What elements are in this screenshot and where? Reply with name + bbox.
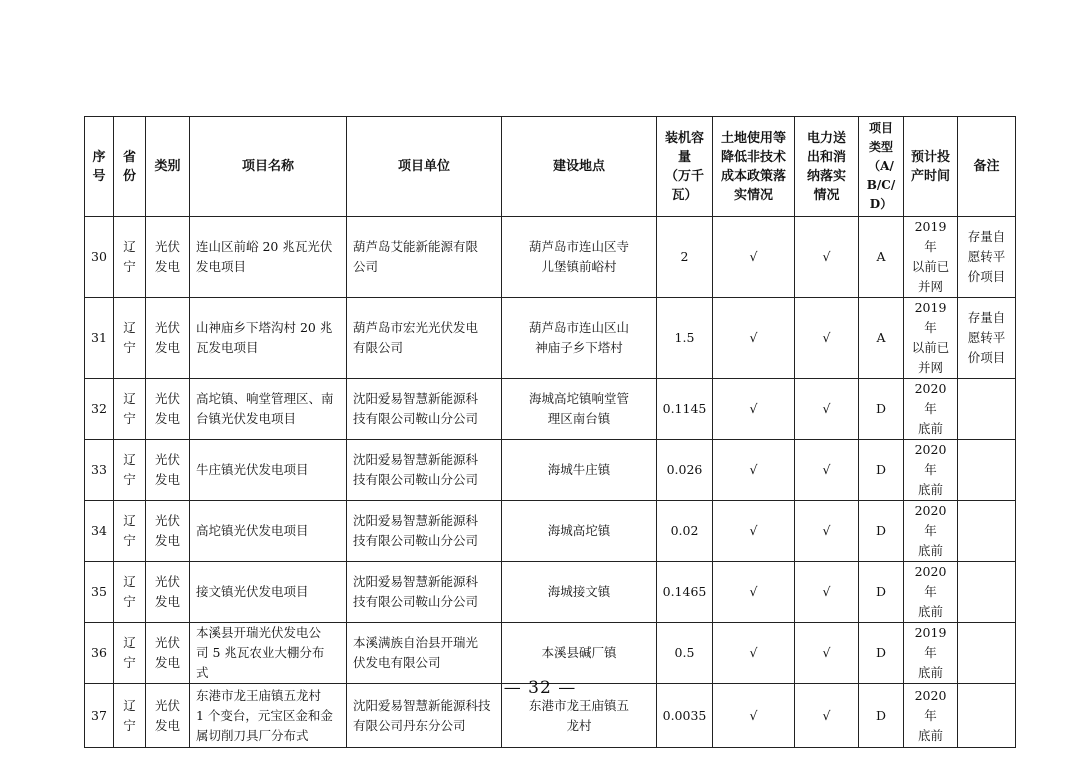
cell-capacity: 2 <box>657 217 713 298</box>
page-number: — 32 — <box>503 678 577 698</box>
cell-project-type: D <box>859 623 904 684</box>
cell-project-type: D <box>859 501 904 562</box>
cell-project-type: A <box>859 217 904 298</box>
cell-category: 光伏 发电 <box>146 623 190 684</box>
cell-province: 辽 宁 <box>114 379 146 440</box>
cell-category: 光伏 发电 <box>146 684 190 748</box>
cell-location: 葫芦岛市连山区寺 儿堡镇前峪村 <box>502 217 657 298</box>
table-row <box>85 440 1016 501</box>
cell-location: 海城高坨镇 <box>502 501 657 562</box>
cell-seq: 32 <box>85 379 114 440</box>
cell-power-delivery: √ <box>795 562 859 623</box>
cell-category: 光伏 发电 <box>146 440 190 501</box>
cell-seq: 35 <box>85 562 114 623</box>
cell-seq: 30 <box>85 217 114 298</box>
cell-land-policy: √ <box>713 217 795 298</box>
cell-project-name: 高坨镇、响堂管理区、南 台镇光伏发电项目 <box>190 379 347 440</box>
cell-power-delivery: √ <box>795 501 859 562</box>
cell-province: 辽 宁 <box>114 562 146 623</box>
cell-power-delivery: √ <box>795 217 859 298</box>
cell-expected-time: 2019 年 以前已 并网 <box>904 217 958 298</box>
cell-project-name: 本溪县开瑞光伏发电公 司 5 兆瓦农业大棚分布 式 <box>190 623 347 684</box>
table-row <box>85 379 1016 440</box>
cell-expected-time: 2019 年 以前已 并网 <box>904 298 958 379</box>
cell-category: 光伏 发电 <box>146 379 190 440</box>
cell-remarks <box>958 501 1016 562</box>
cell-capacity: 0.1145 <box>657 379 713 440</box>
header-row <box>85 117 1016 217</box>
cell-category: 光伏 发电 <box>146 562 190 623</box>
cell-expected-time: 2020 年 底前 <box>904 562 958 623</box>
cell-expected-time: 2020 年 底前 <box>904 501 958 562</box>
cell-project-unit: 本溪满族自治县开瑞光 伏发电有限公司 <box>347 623 502 684</box>
table-row <box>85 298 1016 379</box>
cell-remarks <box>958 562 1016 623</box>
cell-seq: 34 <box>85 501 114 562</box>
header-province: 省 份 <box>114 117 146 217</box>
cell-power-delivery: √ <box>795 379 859 440</box>
cell-expected-time: 2020 年 底前 <box>904 440 958 501</box>
cell-capacity: 0.1465 <box>657 562 713 623</box>
cell-seq: 36 <box>85 623 114 684</box>
cell-power-delivery: √ <box>795 298 859 379</box>
cell-project-type: D <box>859 562 904 623</box>
cell-project-unit: 沈阳爱易智慧新能源科 技有限公司鞍山分公司 <box>347 440 502 501</box>
cell-project-type: A <box>859 298 904 379</box>
cell-expected-time: 2020 年 底前 <box>904 684 958 748</box>
header-land-policy: 土地使用等 降低非技术 成本政策落 实情况 <box>713 117 795 217</box>
cell-power-delivery: √ <box>795 684 859 748</box>
cell-capacity: 0.0035 <box>657 684 713 748</box>
cell-project-unit: 葫芦岛艾能新能源有限 公司 <box>347 217 502 298</box>
cell-capacity: 0.5 <box>657 623 713 684</box>
cell-province: 辽 宁 <box>114 501 146 562</box>
cell-land-policy: √ <box>713 562 795 623</box>
header-project-unit: 项目单位 <box>347 117 502 217</box>
cell-project-name: 东港市龙王庙镇五龙村 1 个变台，元宝区金和金 属切削刀具厂分布式 <box>190 684 347 748</box>
table-row <box>85 623 1016 684</box>
cell-project-unit: 沈阳爱易智慧新能源科 技有限公司鞍山分公司 <box>347 379 502 440</box>
cell-project-name: 高坨镇光伏发电项目 <box>190 501 347 562</box>
cell-expected-time: 2019 年 底前 <box>904 623 958 684</box>
cell-location: 葫芦岛市连山区山 神庙子乡下塔村 <box>502 298 657 379</box>
cell-expected-time: 2020 年 底前 <box>904 379 958 440</box>
cell-power-delivery: √ <box>795 440 859 501</box>
cell-location: 海城牛庄镇 <box>502 440 657 501</box>
cell-location: 本溪县碱厂镇 <box>502 623 657 684</box>
cell-land-policy: √ <box>713 440 795 501</box>
cell-land-policy: √ <box>713 379 795 440</box>
cell-land-policy: √ <box>713 623 795 684</box>
cell-project-name: 接文镇光伏发电项目 <box>190 562 347 623</box>
header-capacity: 装机容 量 （万千 瓦） <box>657 117 713 217</box>
cell-seq: 37 <box>85 684 114 748</box>
cell-land-policy: √ <box>713 501 795 562</box>
header-seq: 序 号 <box>85 117 114 217</box>
table-row <box>85 217 1016 298</box>
cell-remarks <box>958 440 1016 501</box>
header-power-delivery: 电力送 出和消 纳落实 情况 <box>795 117 859 217</box>
cell-project-type: D <box>859 440 904 501</box>
cell-land-policy: √ <box>713 684 795 748</box>
cell-seq: 31 <box>85 298 114 379</box>
cell-category: 光伏 发电 <box>146 217 190 298</box>
project-table <box>84 116 1016 748</box>
cell-remarks: 存量自 愿转平 价项目 <box>958 217 1016 298</box>
cell-project-unit: 沈阳爱易智慧新能源科 技有限公司鞍山分公司 <box>347 501 502 562</box>
cell-project-unit: 沈阳爱易智慧新能源科技 有限公司丹东分公司 <box>347 684 502 748</box>
cell-province: 辽 宁 <box>114 684 146 748</box>
cell-province: 辽 宁 <box>114 298 146 379</box>
cell-remarks: 存量自 愿转平 价项目 <box>958 298 1016 379</box>
cell-category: 光伏 发电 <box>146 298 190 379</box>
cell-location: 海城高坨镇响堂管 理区南台镇 <box>502 379 657 440</box>
header-location: 建设地点 <box>502 117 657 217</box>
cell-project-unit: 葫芦岛市宏光光伏发电 有限公司 <box>347 298 502 379</box>
table-row <box>85 562 1016 623</box>
cell-project-unit: 沈阳爱易智慧新能源科 技有限公司鞍山分公司 <box>347 562 502 623</box>
header-expected-time: 预计投 产时间 <box>904 117 958 217</box>
header-project-type: 项目 类型 （A/ B/C/ D） <box>859 117 904 217</box>
cell-capacity: 1.5 <box>657 298 713 379</box>
cell-location: 东港市龙王庙镇五 龙村 <box>502 684 657 748</box>
table-row <box>85 501 1016 562</box>
cell-capacity: 0.026 <box>657 440 713 501</box>
cell-power-delivery: √ <box>795 623 859 684</box>
cell-seq: 33 <box>85 440 114 501</box>
cell-project-type: D <box>859 684 904 748</box>
cell-project-name: 山神庙乡下塔沟村 20 兆 瓦发电项目 <box>190 298 347 379</box>
cell-category: 光伏 发电 <box>146 501 190 562</box>
cell-location: 海城接文镇 <box>502 562 657 623</box>
cell-remarks <box>958 623 1016 684</box>
header-category: 类别 <box>146 117 190 217</box>
cell-remarks <box>958 379 1016 440</box>
cell-capacity: 0.02 <box>657 501 713 562</box>
cell-project-name: 连山区前峪 20 兆瓦光伏 发电项目 <box>190 217 347 298</box>
header-remarks: 备注 <box>958 117 1016 217</box>
cell-province: 辽 宁 <box>114 440 146 501</box>
cell-province: 辽 宁 <box>114 623 146 684</box>
cell-project-type: D <box>859 379 904 440</box>
cell-land-policy: √ <box>713 298 795 379</box>
cell-province: 辽 宁 <box>114 217 146 298</box>
header-project-name: 项目名称 <box>190 117 347 217</box>
cell-project-name: 牛庄镇光伏发电项目 <box>190 440 347 501</box>
